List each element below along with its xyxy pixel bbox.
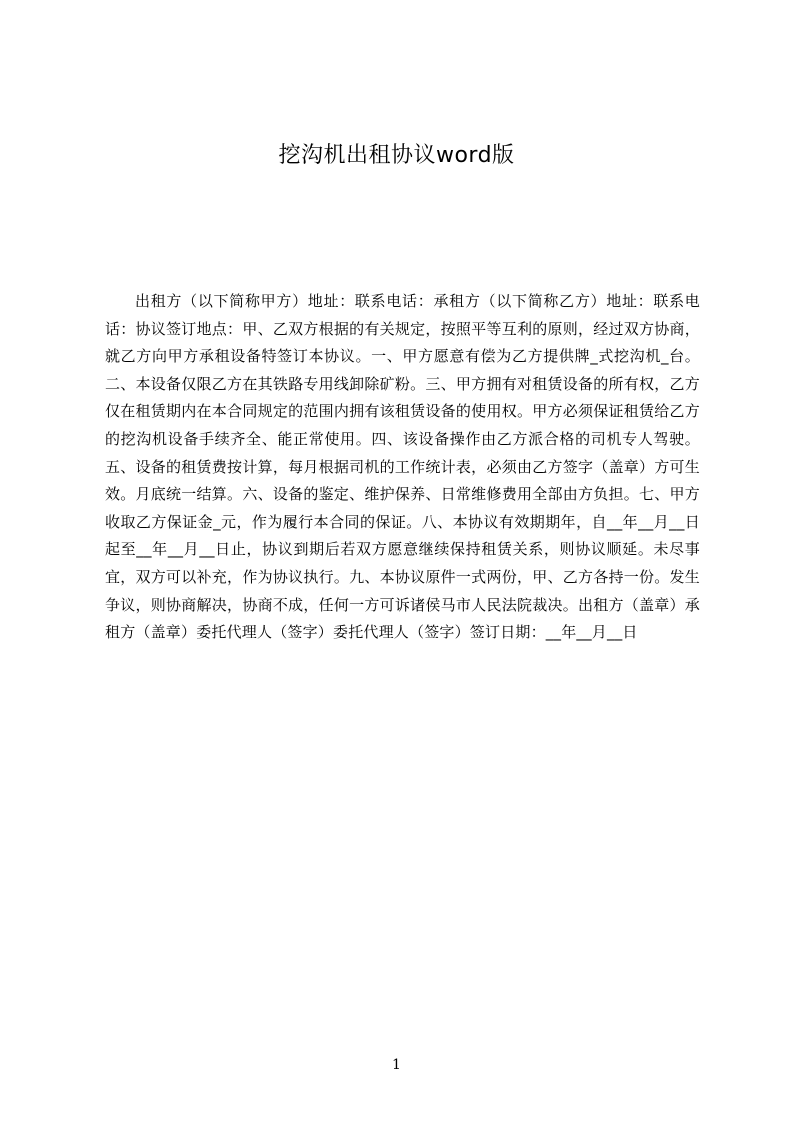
body-paragraph: 出租方（以下简称甲方）地址：联系电话：承租方（以下简称乙方）地址：联系电话：协议签订地点：甲、乙双方根据的有关规定，按照平等互利的原则，经过双方协商，就乙方向甲方承租设备特签订本协议。一、甲方愿意有偿为乙方提供牌_式挖沟机_台。二、本设备仅限乙方在其铁路专用线卸除矿粉。三、甲方拥有对租赁设备的所有权，乙方仅在租赁期内在本合同规定的范围内拥有该租赁设备的使用权。甲方必须保证租赁给乙方的挖沟机设备手续齐全、能正常使用。四、该设备操作由乙方派合格的司机专人驾驶。五、设备的租赁费按计算，每月根据司机的工作统计表，必须由乙方签字（盖章）方可生效。月底统一结算。六、设备的鉴定、维护保养、日常维修费用全部由方负担。七、甲方收取乙方保证金_元，作为履行本合同的保证。八、本协议有效期期年，自__年__月__日起至__年__月__日止，协议到期后若双方愿意继续保持租赁关系，则协议顺延。未尽事宜，双方可以补充，作为协议执行。九、本协议原件一式两份，甲、乙方各持一份。发生争议，则协商解决，协商不成，任何一方可诉诸侯马市人民法院裁决。出租方（盖章）承租方（盖章）委托代理人（签字）委托代理人（签字）签订日期：__年__月__日 (105, 292, 700, 642)
page-number: 1 (392, 1057, 401, 1073)
page-title: 挖沟机出租协议word版 (278, 143, 515, 168)
